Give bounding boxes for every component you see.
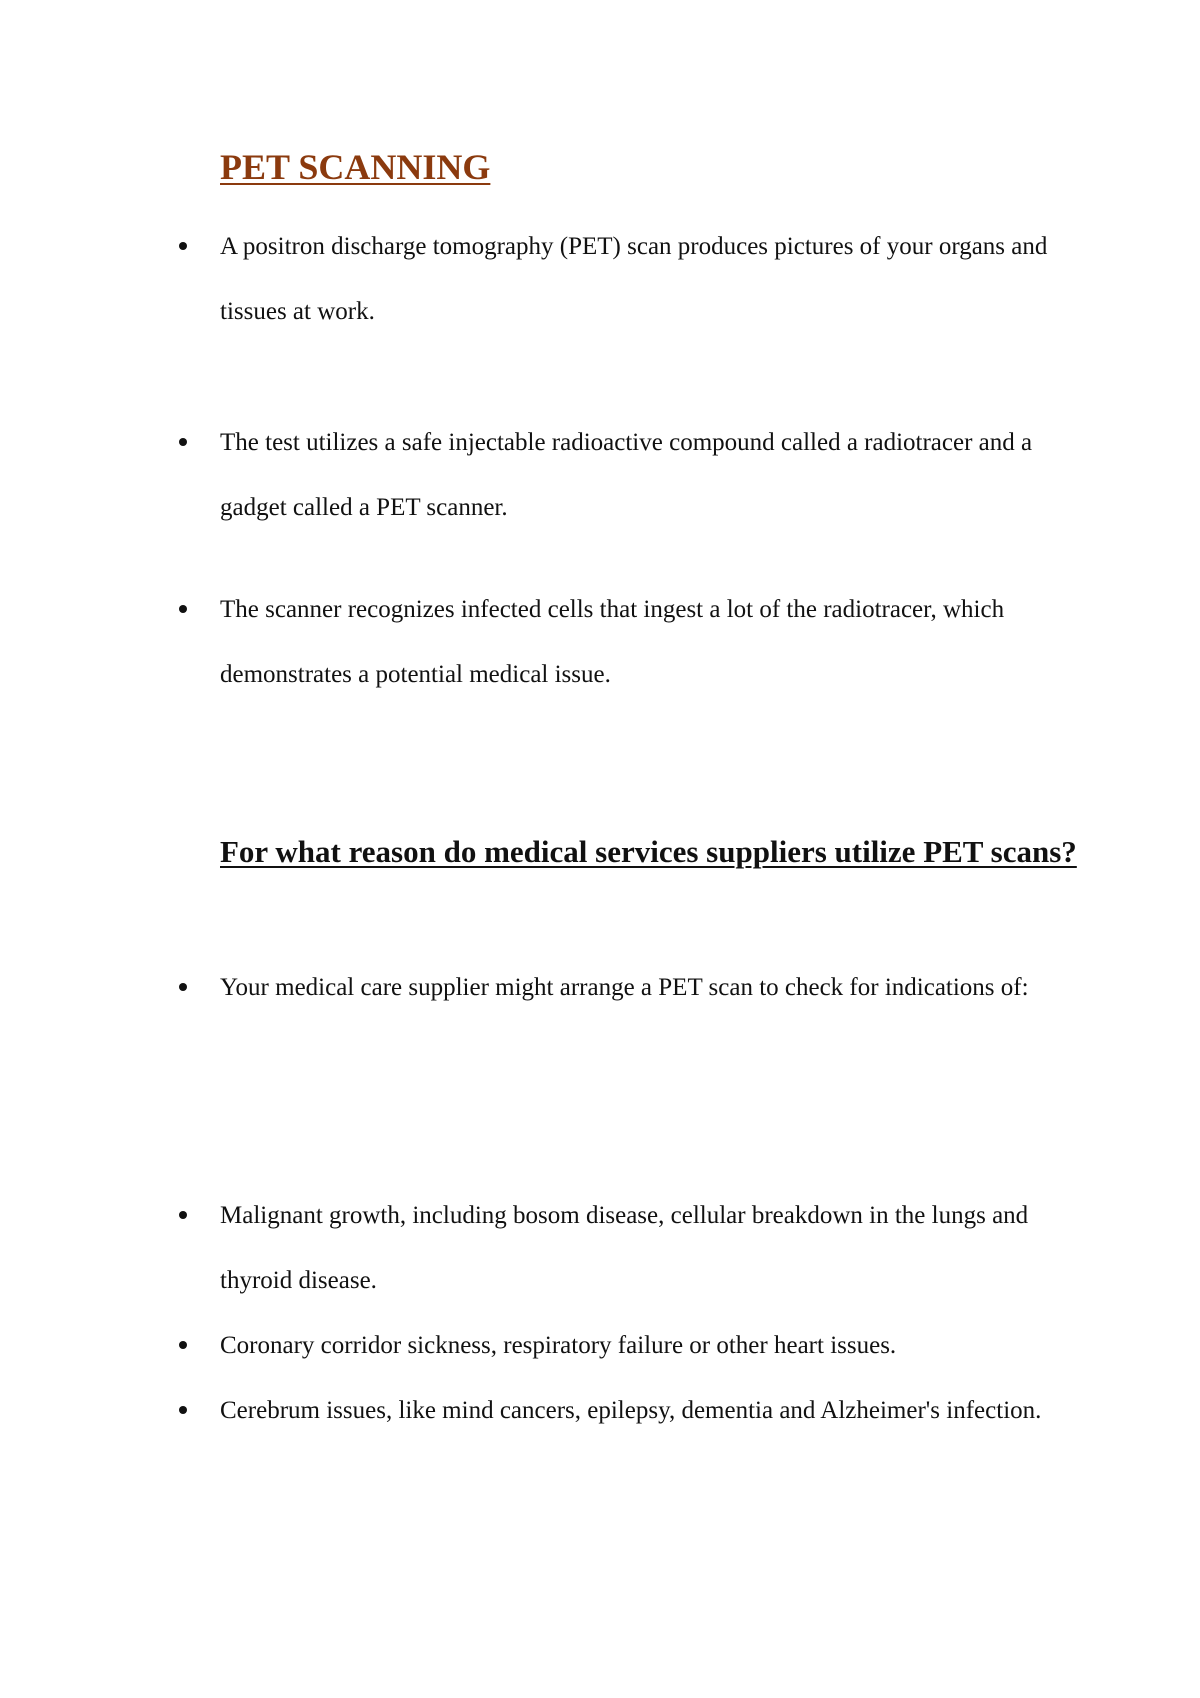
bullet-icon bbox=[179, 983, 187, 991]
page-title: PET SCANNING bbox=[220, 147, 491, 187]
list-item bbox=[220, 410, 1060, 540]
bullet-icon bbox=[179, 242, 187, 250]
list-item bbox=[220, 1378, 1060, 1443]
list-item bbox=[220, 214, 1060, 344]
list-item-text: Malignant growth, including bosom disease, cellular breakdown in the lungs and thyroid disease. bbox=[220, 1202, 1029, 1294]
list-item bbox=[220, 1183, 1060, 1313]
list-item bbox=[220, 1313, 1060, 1378]
bullet-icon bbox=[179, 1406, 187, 1414]
list-item bbox=[220, 955, 1060, 1020]
list-item-text: A positron discharge tomography (PET) scan produces pictures of your organs and tissues at work. bbox=[220, 233, 1048, 325]
list-item-text: Your medical care supplier might arrange a PET scan to check for indications of: bbox=[220, 974, 1029, 1001]
list-item-text: The test utilizes a safe injectable radioactive compound called a radiotracer and a gadget called a PET scanner. bbox=[220, 429, 1033, 521]
list-item-text: Coronary corridor sickness, respiratory failure or other heart issues. bbox=[220, 1332, 897, 1359]
bullet-icon bbox=[179, 1341, 187, 1349]
bullet-icon bbox=[179, 438, 187, 446]
bullet-icon bbox=[179, 605, 187, 613]
list-item-text: The scanner recognizes infected cells that ingest a lot of the radiotracer, which demonstrates a potential medical issue. bbox=[220, 596, 1005, 688]
list-item bbox=[220, 577, 1060, 707]
bullet-icon bbox=[179, 1211, 187, 1219]
list-item-text: Cerebrum issues, like mind cancers, epilepsy, dementia and Alzheimer's infection. bbox=[220, 1397, 1042, 1424]
section-heading: For what reason do medical services suppliers utilize PET scans? bbox=[220, 834, 1077, 869]
